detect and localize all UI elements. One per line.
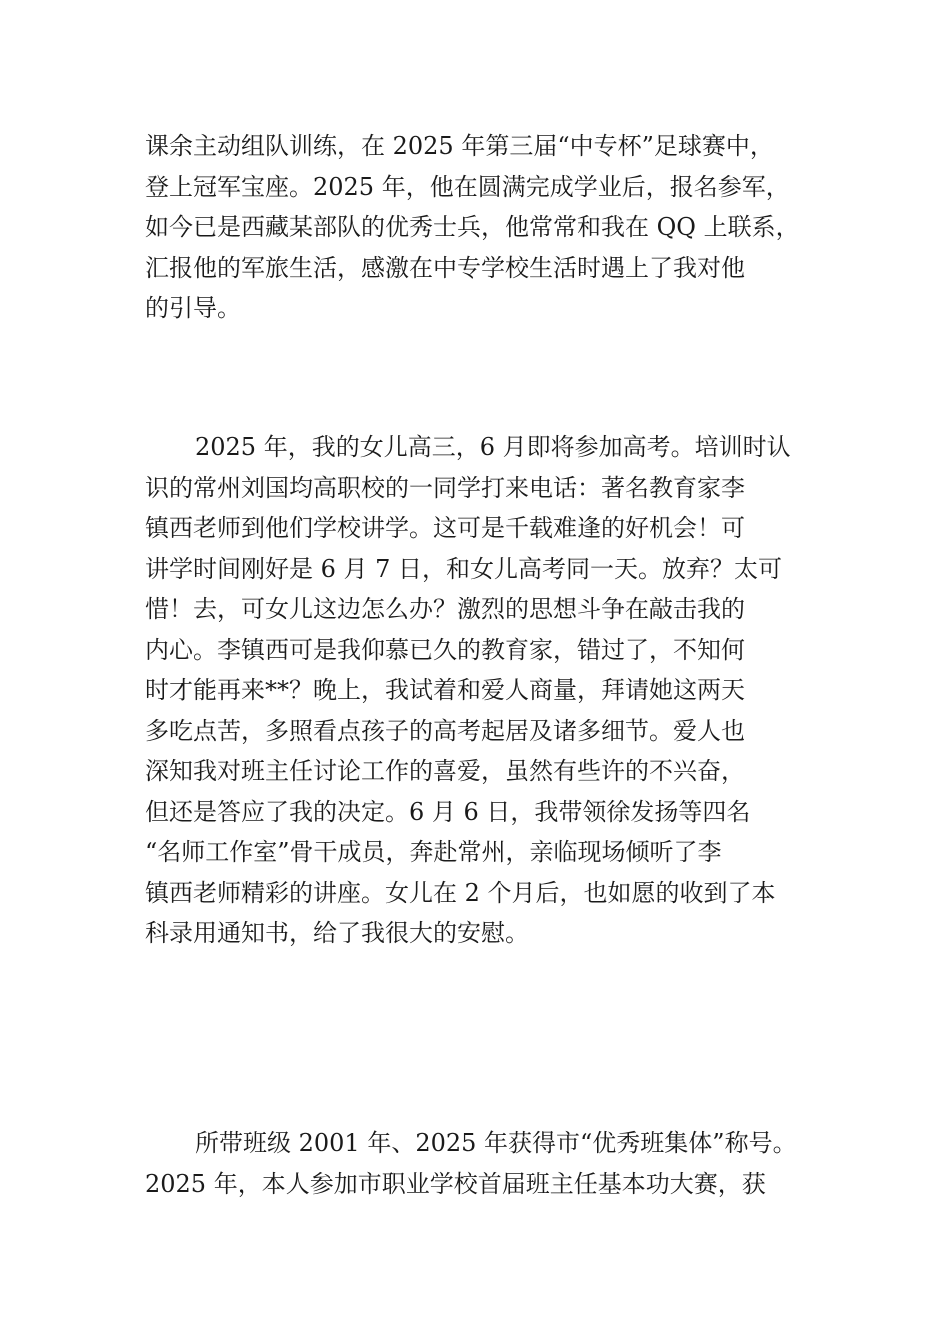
text-line: 2025 年，我的女儿高三，6 月即将参加高考。培训时认	[195, 433, 791, 461]
text-line: 惜！去，可女儿这边怎么办？激烈的思想斗争在敲击我的	[145, 595, 745, 623]
text-line: 多吃点苦，多照看点孩子的高考起居及诸多细节。爱人也	[145, 716, 745, 745]
text-line: 汇报他的军旅生活，感激在中专学校生活时遇上了我对他	[145, 253, 745, 282]
text-line: “名师工作室”骨干成员，奔赴常州，亲临现场倾听了李	[145, 838, 722, 866]
text-line: 镇西老师精彩的讲座。女儿在 2 个月后，也如愿的收到了本	[145, 878, 776, 907]
text-line: 如今已是西藏某部队的优秀士兵，他常常和我在 QQ 上联系，	[145, 213, 800, 241]
text-line: 的引导。	[145, 294, 241, 322]
paragraph-3	[145, 1123, 845, 1204]
text-line: 2025 年，本人参加市职业学校首届班主任基本功大赛，获	[145, 1169, 766, 1198]
text-line: 镇西老师到他们学校讲学。这可是千载难逢的好机会！可	[145, 514, 745, 542]
paragraph-1	[145, 126, 845, 329]
text-line: 深知我对班主任讨论工作的喜爱，虽然有些许的不兴奋，	[145, 757, 745, 785]
text-line: 但还是答应了我的决定。6 月 6 日，我带领徐发扬等四名	[145, 797, 751, 826]
text-line: 科录用通知书，给了我很大的安慰。	[145, 919, 529, 947]
text-line	[145, 954, 845, 995]
text-line: 识的常州刘国均高职校的一同学打来电话：著名教育家李	[145, 473, 745, 502]
text-line: 所带班级 2001 年、2025 年获得市“优秀班集体”称号。	[195, 1129, 797, 1157]
text-line: 课余主动组队训练，在 2025 年第三届“中专杯”足球赛中，	[145, 132, 774, 160]
paragraph-2	[145, 427, 845, 994]
text-line: 登上冠军宝座。2025 年，他在圆满完成学业后，报名参军，	[145, 172, 790, 201]
text-line: 时才能再来**？晚上，我试着和爱人商量，拜请她这两天	[145, 676, 745, 704]
text-line: 内心。李镇西可是我仰慕已久的教育家，错过了，不知何	[145, 635, 745, 664]
text-line: 讲学时间刚好是 6 月 7 日，和女儿高考同一天。放弃？太可	[145, 554, 783, 583]
